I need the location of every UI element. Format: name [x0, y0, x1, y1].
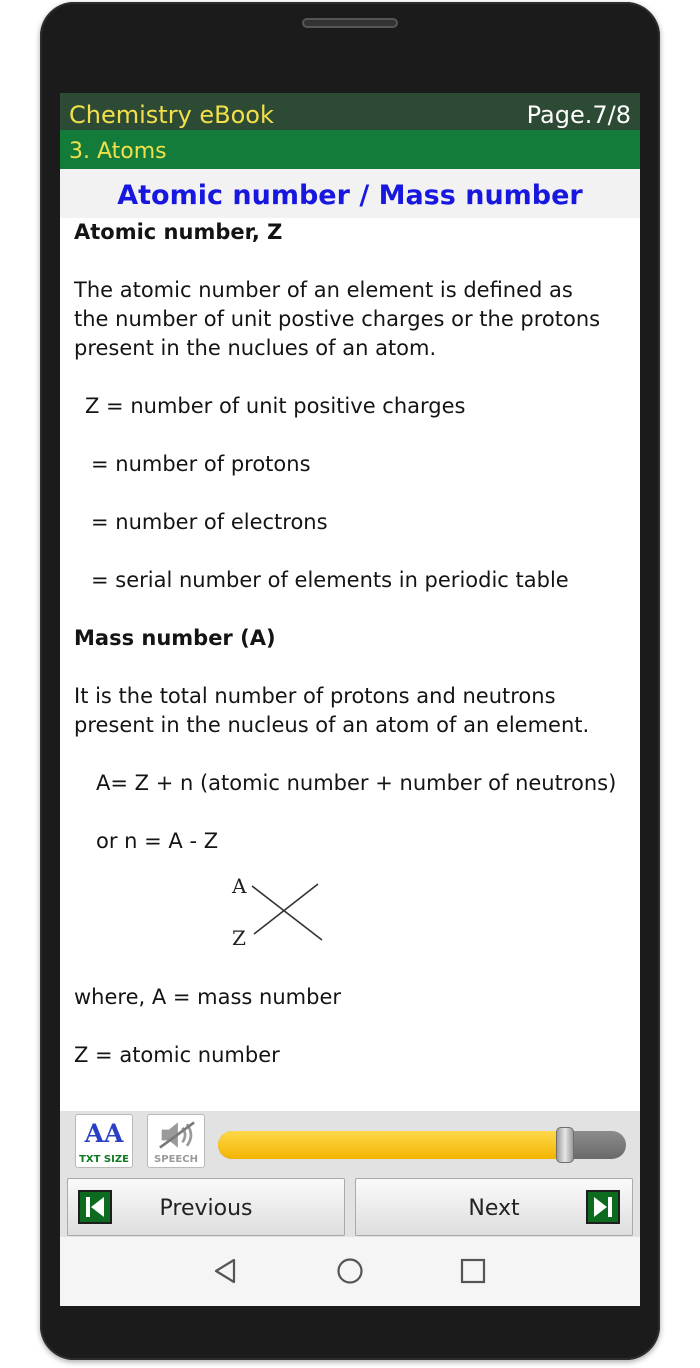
- equation-line: Z = number of unit positive charges: [85, 394, 466, 418]
- speech-caption: SPEECH: [154, 1154, 198, 1165]
- next-button[interactable]: [355, 1178, 633, 1236]
- chapter-bar: [60, 130, 640, 169]
- text-size-button[interactable]: [75, 1114, 133, 1168]
- chapter-title: 3. Atoms: [69, 139, 167, 164]
- paragraph-line: present in the nucleus of an atom of an element.: [74, 713, 590, 737]
- paragraph-line: where, A = mass number: [74, 985, 342, 1009]
- diagram-label-a: A: [232, 874, 247, 898]
- equation-line: = number of protons: [91, 452, 311, 476]
- speech-button[interactable]: [147, 1114, 205, 1168]
- section-title: Atomic number / Mass number: [117, 180, 583, 211]
- paragraph-line: present in the nuclues of an atom.: [74, 336, 437, 360]
- previous-label: Previous: [159, 1196, 253, 1221]
- paragraph-line: Z = atomic number: [74, 1043, 280, 1067]
- previous-button[interactable]: [67, 1178, 345, 1236]
- recents-square-icon[interactable]: [457, 1255, 489, 1287]
- skip-next-icon: [586, 1190, 620, 1224]
- paragraph-line: The atomic number of an element is defined as: [74, 278, 573, 302]
- equation-line: or n = A - Z: [96, 829, 219, 853]
- page-progress-slider[interactable]: [218, 1131, 626, 1159]
- section-header: [60, 169, 640, 218]
- heading-atomic-number: Atomic number, Z: [74, 220, 283, 244]
- system-navigation-bar: [60, 1237, 640, 1306]
- reader-toolbar: [60, 1111, 640, 1175]
- earpiece-speaker: [302, 18, 398, 28]
- slider-fill: [218, 1131, 565, 1159]
- home-circle-icon[interactable]: [334, 1255, 366, 1287]
- paragraph-line: the number of unit postive charges or the protons: [74, 307, 601, 331]
- next-label: Next: [468, 1196, 520, 1221]
- mass-atomic-number-diagram: [230, 868, 330, 958]
- paragraph-line: It is the total number of protons and neutrons: [74, 684, 556, 708]
- ebook-content[interactable]: [60, 218, 640, 1111]
- app-screen: [60, 93, 640, 1306]
- slider-thumb[interactable]: [556, 1127, 574, 1163]
- page-navigation-bar: [60, 1175, 640, 1237]
- text-size-icon: AA: [84, 1119, 124, 1148]
- equation-line: A= Z + n (atomic number + number of neutrons): [96, 771, 617, 795]
- back-triangle-icon[interactable]: [210, 1255, 242, 1287]
- equation-line: = number of electrons: [91, 510, 328, 534]
- equation-line: = serial number of elements in periodic table: [91, 568, 569, 592]
- app-title: Chemistry eBook: [69, 101, 274, 129]
- diagram-label-z: Z: [232, 926, 246, 950]
- speaker-icon: [148, 1117, 206, 1153]
- heading-mass-number: Mass number (A): [74, 626, 276, 650]
- app-title-bar: [60, 93, 640, 130]
- page-indicator: Page.7/8: [526, 101, 631, 129]
- text-size-caption: TXT SIZE: [79, 1154, 129, 1165]
